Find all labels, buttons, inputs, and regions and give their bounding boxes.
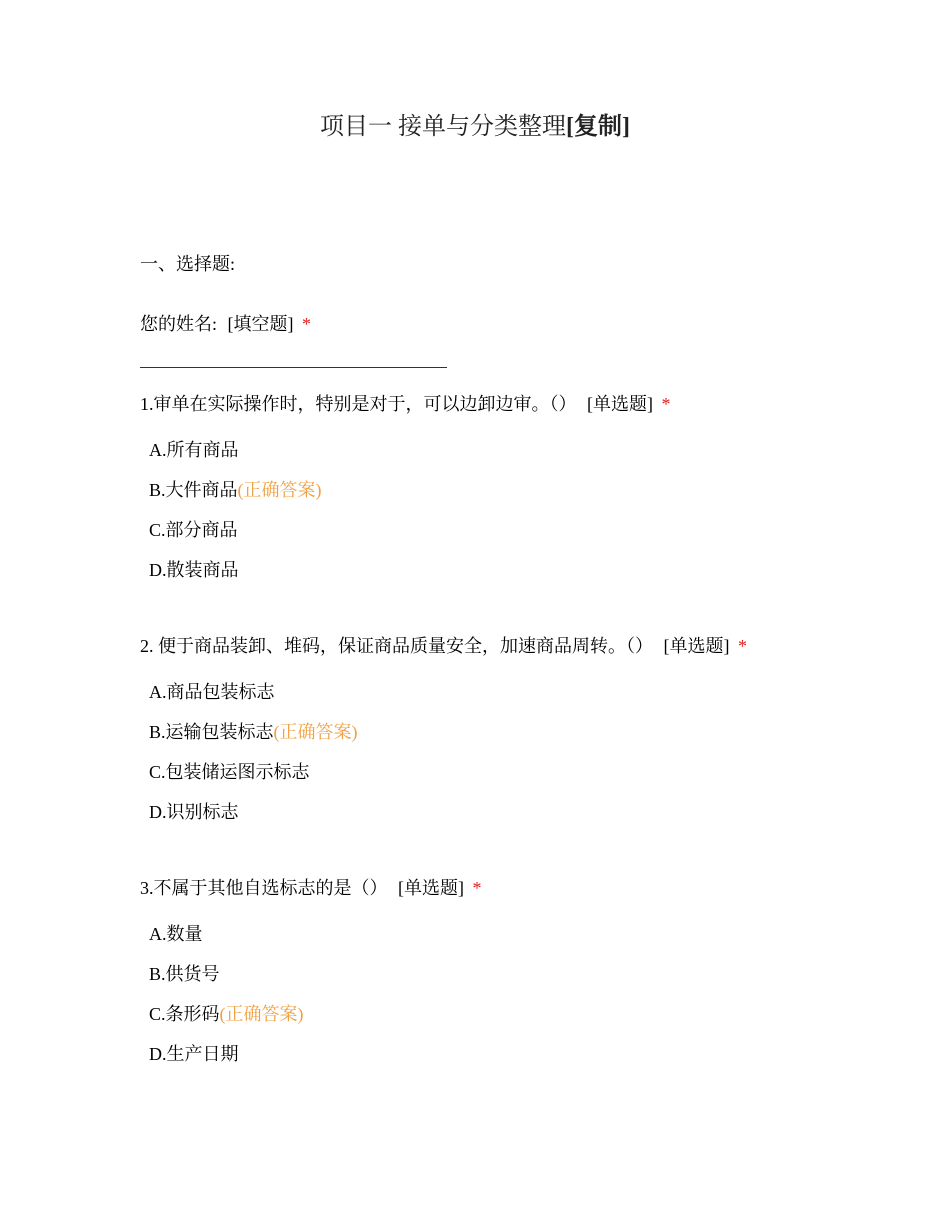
option-d[interactable] [149,558,239,582]
question-1 [140,392,671,416]
option-label: C.部分商品 [149,520,238,540]
option-b[interactable] [149,720,358,744]
name-question-text: 您的姓名: [140,314,218,334]
correct-answer-tag: (正确答案) [273,722,358,742]
option-label: D.散装商品 [149,560,239,580]
option-c[interactable] [149,1002,304,1026]
title-copy-tag: [复制] [566,114,630,140]
option-label: D.生产日期 [149,1044,239,1064]
option-d[interactable] [149,800,239,824]
required-mark: * [302,314,312,334]
option-label: C.条形码 [149,1004,220,1024]
required-mark: * [738,636,747,656]
option-label: A.商品包装标志 [149,682,275,702]
option-a[interactable] [149,438,239,462]
question-type: [单选题] [398,878,464,898]
required-mark: * [661,394,671,414]
name-answer-blank[interactable] [140,367,447,368]
option-b[interactable] [149,478,322,502]
option-label: B.运输包装标志 [149,722,274,742]
question-3 [140,876,482,900]
option-label: C.包装储运图示标志 [149,762,310,782]
option-label: A.数量 [149,924,203,944]
option-label: D.识别标志 [149,802,239,822]
page-title [0,112,950,142]
option-label: B.供货号 [149,964,220,984]
correct-answer-tag: (正确答案) [237,480,322,500]
option-a[interactable] [149,680,275,704]
title-main: 项目一 接单与分类整理 [320,114,566,140]
name-question-type: [填空题] [227,314,294,334]
question-type: [单选题] [663,636,730,656]
question-type: [单选题] [587,394,653,414]
option-label: B.大件商品 [149,480,238,500]
option-b[interactable] [149,962,220,986]
option-a[interactable] [149,922,203,946]
option-c[interactable] [149,518,238,542]
question-text: 2. 便于商品装卸、堆码，保证商品质量安全，加速商品周转。（） [140,636,653,656]
question-2 [140,634,747,658]
option-c[interactable] [149,760,310,784]
option-label: A.所有商品 [149,440,239,460]
option-d[interactable] [149,1042,239,1066]
required-mark: * [472,878,482,898]
question-text: 1.审单在实际操作时，特别是对于，可以边卸边审。（） [140,394,577,414]
question-text: 3.不属于其他自选标志的是（） [140,878,388,898]
correct-answer-tag: (正确答案) [219,1004,304,1024]
section-heading: 一、选择题: [140,254,236,274]
name-question [140,312,311,336]
